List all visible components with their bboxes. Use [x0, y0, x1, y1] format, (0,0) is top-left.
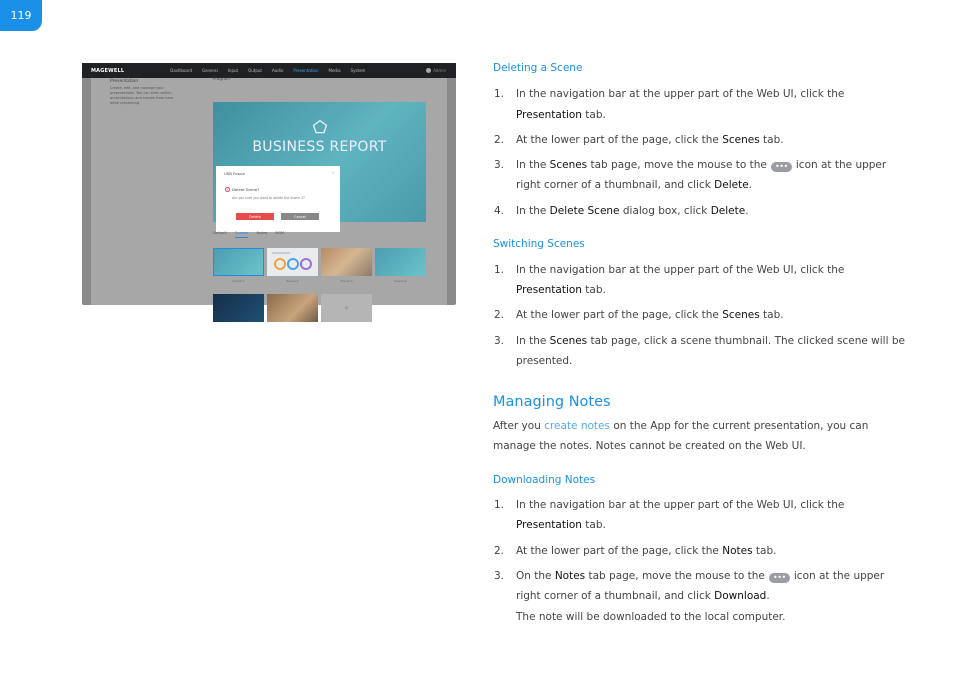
ui-term: Notes: [722, 545, 753, 557]
step-text-part: tab page, move the mouse to the: [585, 570, 765, 582]
step-text: In the navigation bar at the upper part of the Web UI, click the: [516, 264, 845, 276]
step-text-part: In the: [516, 205, 550, 217]
ui-term: Presentation: [516, 109, 582, 121]
ui-term: Presentation: [516, 284, 582, 296]
step-number: 2.: [494, 134, 505, 146]
heading-switching-scenes: Switching Scenes: [493, 238, 585, 250]
scene-caption: Scene 3: [340, 279, 353, 283]
step-text-part: icon at the upper: [795, 159, 887, 171]
step-text: presented.: [516, 355, 573, 367]
step-text-part: tab.: [759, 134, 784, 146]
step-text-part: tab.: [752, 545, 777, 557]
step-text: In the navigation bar at the upper part of the Web UI, click the: [516, 499, 845, 511]
dialog-title: USB Fusion: [224, 171, 246, 176]
webui-sidebar-line: Create, edit, and manage your: [110, 86, 164, 90]
step-text: In the navigation bar at the upper part of the Web UI, click the: [516, 88, 845, 100]
step-text: [516, 335, 905, 347]
scene-thumbnail-image: [267, 294, 318, 322]
step-text-part: right corner of a thumbnail, and click: [516, 179, 715, 191]
dialog-question-text: Delete Scene?: [232, 187, 260, 192]
step-text: [516, 205, 749, 217]
step-number: 3.: [494, 335, 505, 347]
step-text-part: At the lower part of the page, click the: [516, 545, 723, 557]
step-text: [516, 590, 770, 602]
delete-scene-dialog: [216, 166, 340, 232]
step-text-part: In the: [516, 159, 550, 171]
paragraph: manage the notes. Notes cannot be created on the Web UI.: [493, 440, 806, 452]
step-text: [516, 159, 886, 172]
page-number: 119: [0, 0, 42, 31]
heading-managing-notes: Managing Notes: [493, 394, 611, 410]
step-text-part: In the: [516, 335, 550, 347]
dialog-delete-button: Delete: [236, 213, 274, 220]
pentagon-logo-icon: [312, 119, 328, 135]
ui-term: Notes: [554, 570, 586, 582]
tab-scenes: Scenes: [235, 230, 249, 238]
step-text-part: On the: [516, 570, 555, 582]
ui-term: Scenes: [549, 159, 588, 171]
ui-term: Scenes: [549, 335, 588, 347]
tab-default: Default: [213, 230, 227, 235]
webui-tabs: [213, 230, 284, 238]
webui-nav-presentation: Presentation: [293, 68, 319, 73]
scene-thumbnail: [213, 248, 264, 283]
step-number: 2.: [494, 309, 505, 321]
heading-downloading-notes: Downloading Notes: [493, 474, 596, 486]
scene-thumbnail-image: [213, 294, 264, 322]
webui-user-name: Admin: [433, 68, 446, 73]
tab-notes: Notes: [256, 230, 268, 235]
step-number: 4.: [494, 205, 505, 217]
scene-thumbnail-image: [321, 248, 372, 276]
step-text: [516, 519, 606, 531]
step-text: [516, 109, 606, 121]
step-text-part: dialog box, click: [619, 205, 711, 217]
step-number: 3.: [494, 159, 505, 171]
webui-nav-input: Input: [227, 68, 239, 73]
step-text-part: tab.: [581, 519, 606, 531]
step-text: [516, 570, 884, 583]
ui-term: Scenes: [722, 309, 760, 321]
step-text-part: tab page, click a scene thumbnail. The clicked scene will be: [587, 335, 905, 347]
step-text-part: tab.: [759, 309, 784, 321]
add-scene-button: +: [321, 294, 372, 322]
scene-thumbnail: [375, 248, 426, 283]
webui-program-label: Program: [213, 76, 230, 81]
ui-term: Download: [714, 590, 767, 602]
step-text: [516, 545, 776, 557]
webui-sidebar-line: while presenting.: [110, 101, 141, 105]
scene-thumbnails: [213, 248, 426, 283]
paragraph-part: on the App for the current presentation, you can: [609, 420, 869, 432]
chart-thumbnail-icon: [267, 248, 318, 276]
warning-icon: !: [226, 187, 229, 192]
scene-thumbnail: [321, 248, 372, 283]
step-number: 1.: [494, 264, 505, 276]
paragraph: [493, 420, 868, 432]
step-text-part: At the lower part of the page, click the: [516, 309, 723, 321]
scene-thumbnail-image: [213, 248, 264, 276]
scene-thumbnail-image: [375, 248, 426, 276]
step-number: 2.: [494, 545, 505, 557]
ui-term: Presentation: [516, 519, 582, 531]
user-avatar-icon: [426, 68, 431, 73]
step-text: [516, 309, 784, 321]
scene-thumbnails-row2: [213, 294, 372, 322]
webui-sidebar-title: Presentation: [110, 79, 139, 84]
heading-deleting-scene: Deleting a Scene: [493, 62, 583, 74]
webui-nav-media: Media: [328, 68, 341, 73]
step-text: [516, 179, 752, 191]
dialog-message: Are you sure you want to delete the Scene 3?: [232, 196, 305, 200]
scene-caption: Scene 4: [394, 279, 407, 283]
webui-nav-audio: Audio: [272, 68, 284, 73]
step-note: The note will be downloaded to the local computer.: [516, 611, 786, 623]
ui-term: Delete: [714, 179, 749, 191]
step-text-part: .: [748, 179, 752, 191]
webui-nav-output: Output: [248, 68, 263, 73]
step-text-part: icon at the upper: [793, 570, 885, 582]
step-text-part: .: [745, 205, 749, 217]
scene-caption: Scene 2: [286, 279, 299, 283]
step-text-part: tab.: [581, 109, 606, 121]
ui-term: Delete Scene: [549, 205, 620, 217]
scene-caption: Scene 1: [232, 279, 245, 283]
step-text-part: At the lower part of the page, click the: [516, 134, 723, 146]
slide-title: BUSINESS REPORT: [252, 139, 387, 155]
close-icon: ×: [331, 170, 335, 175]
step-text-part: .: [766, 590, 770, 602]
webui-sidebar-text: [110, 79, 188, 106]
more-dots-icon: •••: [771, 162, 792, 172]
webui-menu: [170, 68, 365, 73]
step-text-part: tab page, move the mouse to the: [587, 159, 767, 171]
step-number: 1.: [494, 88, 505, 100]
step-text: [516, 284, 606, 296]
webui-logo: MAGEWELL: [91, 67, 125, 74]
webui-nav-general: General: [201, 68, 218, 73]
webui-body: [91, 76, 447, 312]
webui-nav-system: System: [350, 68, 366, 73]
ui-term: Scenes: [722, 134, 760, 146]
paragraph-part: After you: [493, 420, 545, 432]
more-dots-icon: •••: [769, 573, 790, 583]
webui-user: [426, 68, 446, 73]
scene-thumbnail: [267, 248, 318, 283]
step-number: 3.: [494, 570, 505, 582]
webui-nav-bar: [82, 63, 456, 78]
step-text: [516, 134, 784, 146]
dialog-question: [225, 187, 259, 192]
step-text-part: right corner of a thumbnail, and click: [516, 590, 715, 602]
step-text-part: tab.: [581, 284, 606, 296]
webui-nav-dashboard: Dashboard: [170, 68, 192, 73]
ui-term: Delete: [710, 205, 746, 217]
webui-sidebar-line: presentations. You can even switch: [110, 91, 172, 95]
create-notes-link[interactable]: create notes: [544, 420, 610, 432]
webui-screenshot: [82, 63, 456, 312]
webui-sidebar-line: presentations and scenes from here: [110, 96, 174, 100]
scene-thumbnail-image: [267, 248, 318, 276]
dialog-cancel-button: Cancel: [281, 213, 319, 220]
tab-bgm: BGM: [275, 230, 285, 235]
step-number: 1.: [494, 499, 505, 511]
